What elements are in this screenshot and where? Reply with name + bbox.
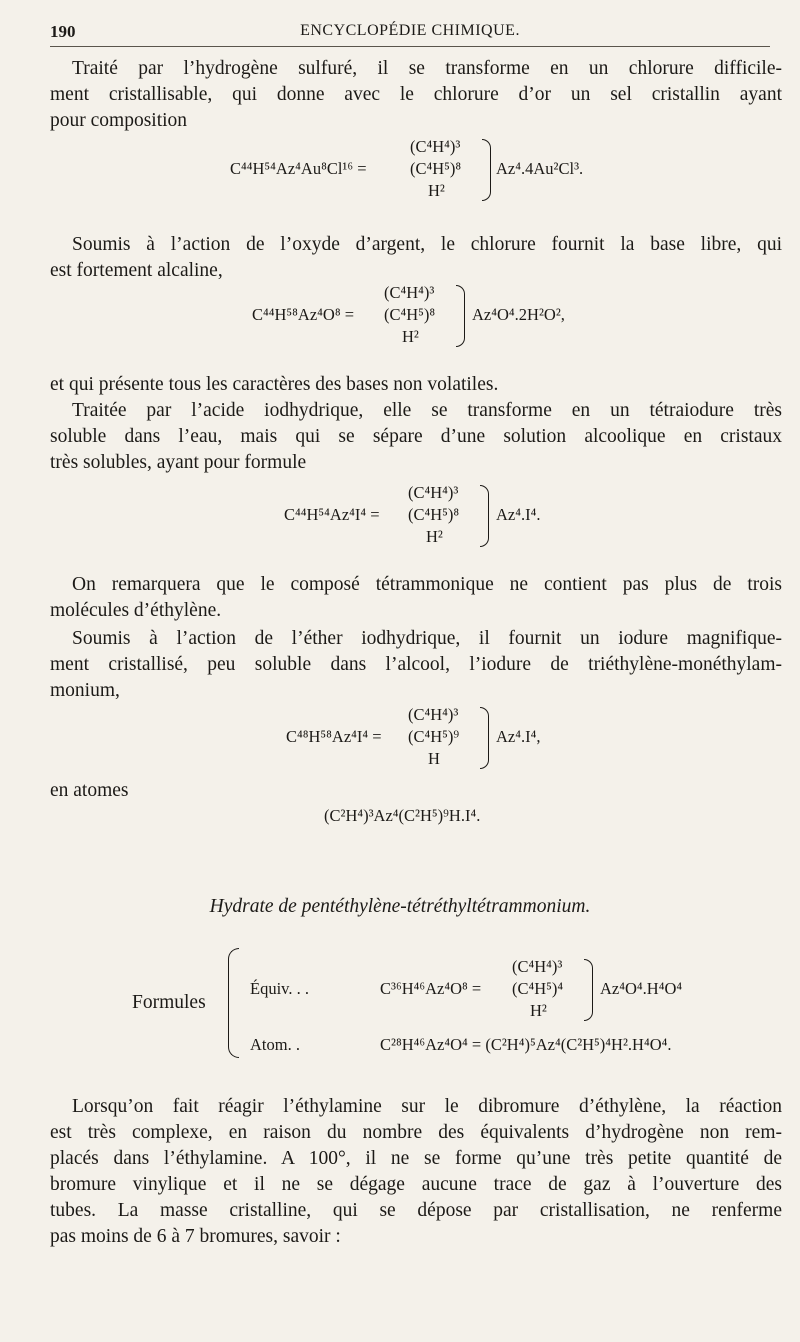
formula-rhs: Az⁴O⁴.H⁴O⁴ [600, 979, 683, 998]
text-line: On remarquera que le composé tétrammonique ne contient pas plus de trois [72, 574, 782, 595]
formula-lhs: C⁴⁴H⁵⁸Az⁴O⁸ = [252, 305, 355, 324]
section-title: Hydrate de pentéthylène-tétréthyltétrammonium. [209, 896, 591, 917]
right-brace [480, 485, 489, 547]
text-line: pas moins de 6 à 7 bromures, savoir : [50, 1226, 341, 1247]
text-line: est fortement alcaline, [50, 260, 223, 281]
formula-term: (C⁴H⁴)³ [384, 283, 435, 302]
formula-term: (C⁴H⁵)⁴ [512, 979, 564, 998]
formula-equiv [250, 956, 750, 1026]
text-line: monium, [50, 680, 120, 701]
formula-term: (C⁴H⁴)³ [512, 957, 563, 976]
text-line: Traitée par l’acide iodhydrique, elle se transforme en un tétraiodure très [72, 400, 782, 421]
formula-rhs: Az⁴.4Au²Cl³. [496, 159, 584, 178]
text-line: ment cristallisable, qui donne avec le chlorure d’or un sel cristallin ayant [50, 84, 782, 105]
formula-term: H² [428, 181, 445, 200]
text-line: placés dans l’éthylamine. A 100°, il ne se forme qu’une très petite quantité de [50, 1148, 782, 1169]
right-brace [480, 707, 489, 769]
text-line: tubes. La masse cristalline, qui se dépose par cristallisation, ne renferme [50, 1200, 782, 1221]
formula-lhs: C³⁶H⁴⁶Az⁴O⁸ = [380, 979, 482, 998]
right-brace [456, 285, 465, 347]
text-line: ment cristallisé, peu soluble dans l’alcool, l’iodure de triéthylène-monéthylam- [50, 654, 782, 675]
paragraph-2 [50, 232, 782, 284]
formula-term: (C⁴H⁴)³ [410, 137, 461, 156]
formula-term: (C⁴H⁵)⁸ [384, 305, 436, 324]
text-line: très solubles, ayant pour formule [50, 452, 307, 473]
page-header [50, 22, 770, 46]
formules-label: Formules [132, 992, 206, 1013]
formula-free-base [252, 282, 652, 354]
text-line: molécules d’éthylène. [50, 600, 222, 621]
paragraph-3 [50, 372, 782, 398]
formula-group [408, 482, 459, 548]
paragraph-5 [50, 572, 782, 624]
atoms-label: en atomes [50, 780, 129, 801]
formula-gold-salt [230, 136, 630, 208]
formula-rhs: Az⁴.I⁴, [496, 727, 541, 746]
text-line: est très complexe, en raison du nombre des équivalents d’hydrogène non rem- [50, 1122, 782, 1143]
formula-term: (C⁴H⁴)³ [408, 483, 459, 502]
formula-group [384, 282, 435, 348]
text-line: Lorsqu’on fait réagir l’éthylamine sur le dibromure d’éthylène, la réaction [72, 1096, 782, 1117]
formula-lhs: C⁴⁴H⁵⁴Az⁴I⁴ = [284, 505, 380, 524]
text-line: Soumis à l’action de l’oxyde d’argent, le chlorure fournit la base libre, qui [72, 234, 782, 255]
formula-group [512, 956, 563, 1022]
text-line: et qui présente tous les caractères des bases non volatiles. [50, 374, 499, 395]
paragraph-1 [50, 56, 782, 134]
equiv-label: Équiv. . . [250, 979, 309, 998]
formula-group [408, 704, 459, 770]
paragraph-4 [50, 398, 782, 476]
formula-rhs: Az⁴O⁴.2H²O², [472, 305, 565, 324]
formula-rhs: Az⁴.I⁴. [496, 505, 541, 524]
page-number: 190 [50, 22, 76, 41]
formula-term: H² [530, 1001, 547, 1020]
formula-term: (C⁴H⁵)⁹ [408, 727, 460, 746]
text-line: Traité par l’hydrogène sulfuré, il se transforme en un chlorure difficile- [72, 58, 782, 79]
formula-term: H² [426, 527, 443, 546]
text-line: pour composition [50, 110, 188, 131]
atoms-formula: (C²H⁴)³Az⁴(C²H⁵)⁹H.I⁴. [324, 806, 481, 825]
formula-term: (C⁴H⁴)³ [408, 705, 459, 724]
text-line: bromure vinylique et il ne se dégage aucune trace de gaz à l’ouverture des [50, 1174, 782, 1195]
formula-term: H [428, 749, 440, 768]
formula-atom [250, 1034, 770, 1058]
formula-lhs: C⁴⁸H⁵⁸Az⁴I⁴ = [286, 727, 382, 746]
text-line: soluble dans l’eau, mais qui se sépare d’une solution alcoolique en cristaux [50, 426, 782, 447]
right-brace [584, 959, 593, 1021]
formula-iodide [286, 704, 686, 776]
formula-lhs: C⁴⁴H⁵⁴Az⁴Au⁸Cl¹⁶ = [230, 159, 367, 178]
formula-term: H² [402, 327, 419, 346]
formula-tetraiodide [284, 482, 684, 554]
left-brace [228, 948, 239, 1058]
paragraph-6 [50, 626, 782, 704]
formula-term: (C⁴H⁵)⁸ [408, 505, 460, 524]
header-rule [50, 46, 770, 47]
right-brace [482, 139, 491, 201]
formula-group [410, 136, 461, 202]
running-title: ENCYCLOPÉDIE CHIMIQUE. [300, 22, 520, 39]
formula-line: C²⁸H⁴⁶Az⁴O⁴ = (C²H⁴)⁵Az⁴(C²H⁵)⁴H².H⁴O⁴. [380, 1035, 672, 1054]
text-line: Soumis à l’action de l’éther iodhydrique, il fournit un iodure magnifique- [72, 628, 782, 649]
atom-label: Atom. . [250, 1035, 300, 1054]
paragraph-8 [50, 1094, 782, 1250]
formula-term: (C⁴H⁵)⁸ [410, 159, 462, 178]
